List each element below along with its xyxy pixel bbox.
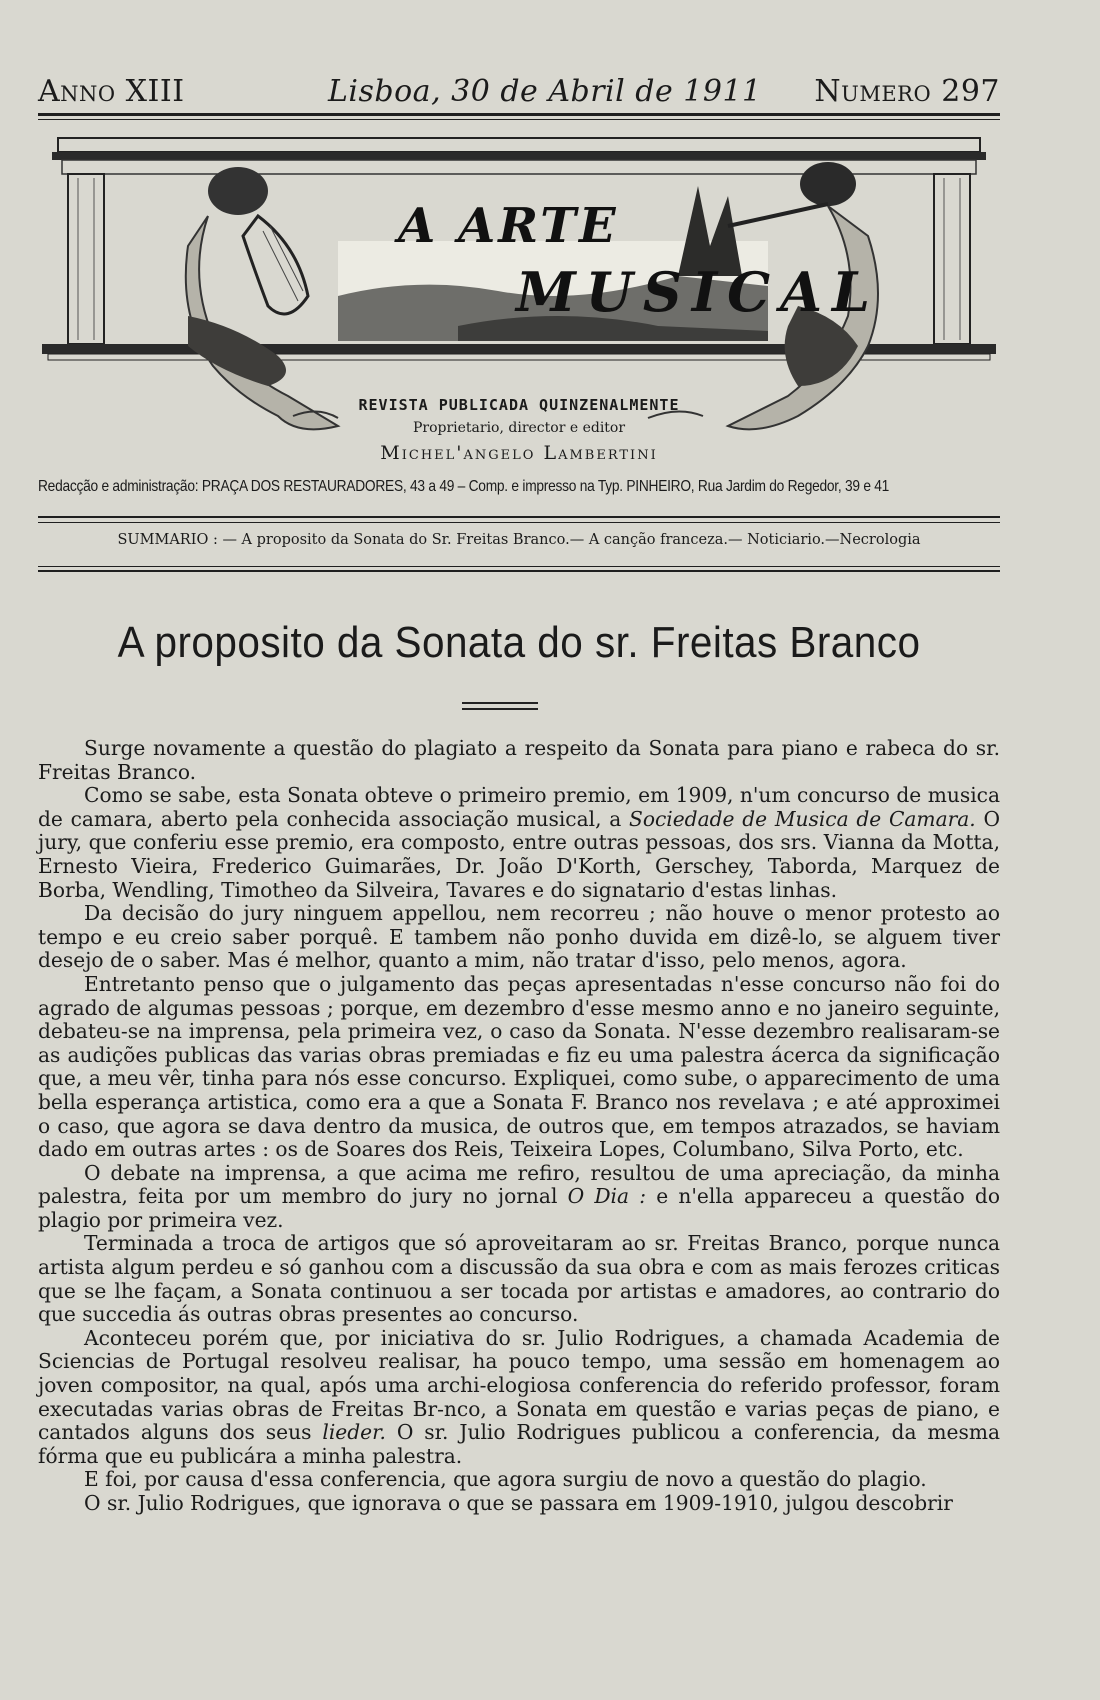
masthead-title: A ARTE	[398, 198, 619, 254]
article-body	[38, 737, 1000, 1516]
administration-line: Redacção e administração: PRAÇA DOS RESTAURADORES, 43 a 49 – Comp. e impresso na Typ. PINHEIRO, Rua Jardim do Regedor, 39 e 41	[38, 478, 890, 495]
summary-rule-top-thin	[38, 522, 1000, 523]
masthead	[38, 126, 1000, 466]
paragraph: O debate na imprensa, a que acima me refiro, resultou de uma apreciação, da minha palestra, feita por um membro do jury no jornal O Dia : e n'ella appareceu a questão do plagio por primeira vez.	[38, 1160, 1000, 1232]
summary-rule-bottom	[38, 570, 1000, 572]
masthead-tagline: REVISTA PUBLICADA QUINZENALMENTE	[358, 396, 680, 414]
masthead-editor: Michel'angelo Lambertini	[380, 442, 658, 464]
paragraph: Surge novamente a questão do plagiato a respeito da Sonata para piano e rabeca do sr. Freitas Branco.	[38, 736, 1000, 784]
masthead-title-2: MUSICAL	[516, 260, 880, 324]
paragraph: Como se sabe, esta Sonata obteve o primeiro premio, em 1909, n'um concurso de musica de camara, aberto pela conhecida associação musical, a Sociedade de Musica de Camara. O jury, que conferiu esse premio, era composto, entre outras pessoas, dos srs. Vianna da Motta, Ernesto Vieira, Frederico Guimarães, Dr. João D'Korth, Gerschey, Taborda, Marquez de Borba, Wendling, Timotheo da Silveira, Tavares e do signatario d'estas linhas.	[38, 783, 1000, 902]
paragraph: Entretanto penso que o julgamento das peças apresentadas n'esse concurso não foi do agrado de algumas pessoas ; porque, em dezembro d'esse mesmo anno e no janeiro seguinte, debateu-se na imprensa, pela primeira vez, o caso da Sonata. N'esse dezembro realisaram-se as audições publicas das varias obras premiadas e fiz eu uma palestra ácerca da significação que, a meu vêr, tinha para nós esse concurso. Expliquei, como sube, o apparecimento de uma bella esperança artistica, como era a que a Sonata F. Branco nos revelava ; e até approximei o caso, que agora se dava dentro da musica, de outros que, em tempos atrazados, se haviam dado em outras artes : os de Soares dos Reis, Teixeira Lopes, Columbano, Silva Porto, etc.	[38, 971, 1000, 1162]
header-rule	[38, 113, 1000, 116]
paragraph: E foi, por causa d'essa conferencia, que agora surgiu de novo a questão do plagio.	[84, 1467, 927, 1492]
issue-date: Lisboa, 30 de Abril de 1911	[328, 74, 762, 109]
header-rule-thin	[38, 119, 1000, 120]
issue-number: Numero 297	[814, 74, 1000, 109]
summary: SUMMARIO : — A proposito da Sonata do Sr. Freitas Branco.— A canção franceza.— Noticiario.—Necrologia	[117, 532, 921, 548]
paragraph: Da decisão do jury ninguem appellou, nem recorreu ; não houve o menor protesto ao tempo e eu creio saber porquê. E tambem não ponho duvida em dizê-lo, se alguem tiver desejo de o saber. Mas é melhor, quanto a mim, não tratar d'isso, pelo menos, agora.	[38, 901, 1000, 973]
masthead-role: Proprietario, director e editor	[412, 420, 626, 436]
summary-rule-top	[38, 516, 1000, 518]
volume-number: Anno XIII	[38, 74, 185, 109]
running-header	[38, 66, 1000, 116]
paragraph: O sr. Julio Rodrigues, que ignorava o que se passara em 1909-1910, julgou descobrir	[84, 1491, 953, 1515]
title-ornament	[462, 702, 538, 714]
paragraph: Aconteceu porém que, por iniciativa do sr. Julio Rodrigues, a chamada Academia de Sciencias de Portugal resolveu realisar, ha pouco tempo, uma sessão em homenagem ao joven compositor, na qual, após uma archi-elogiosa conferencia do referido professor, foram executadas varias obras de Freitas Br-nco, a Sonata em questão e varias peças de piano, e cantados alguns dos seus lieder. O sr. Julio Rodrigues publicou a conferencia, da mesma fórma que eu publicára a minha palestra.	[38, 1325, 1000, 1468]
summary-rule-bottom-thin	[38, 566, 1000, 567]
article-title: A proposito da Sonata do sr. Freitas Branco	[117, 618, 921, 667]
paragraph: Terminada a troca de artigos que só aproveitaram ao sr. Freitas Branco, porque nunca artista algum perdeu e só ganhou com a discussão da sua obra e com as mais ferozes criticas que se lhe façam, a Sonata continuou a ser tocada por artistas e amadores, ao contrario do que succedia ás outras obras presentes ao concurso.	[38, 1231, 1000, 1327]
